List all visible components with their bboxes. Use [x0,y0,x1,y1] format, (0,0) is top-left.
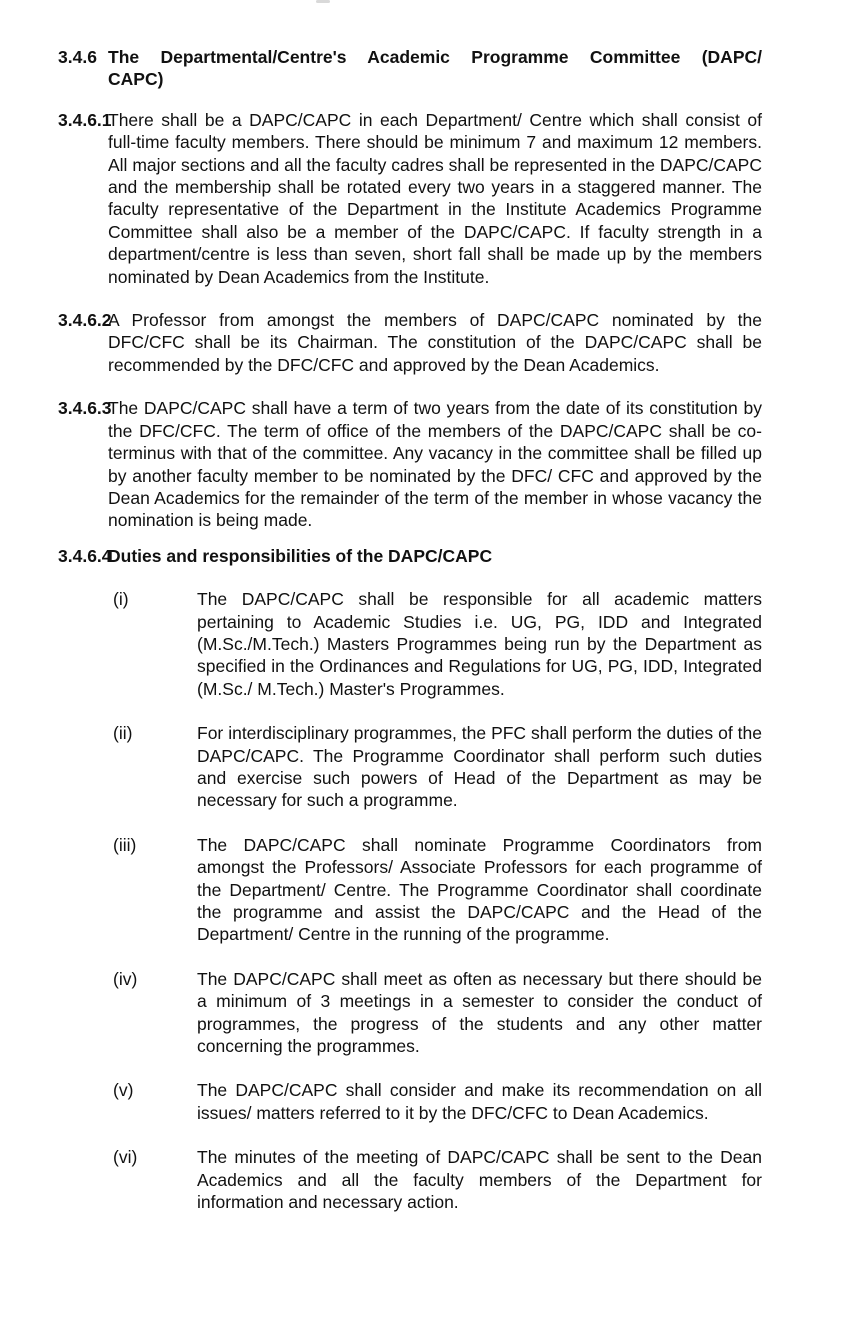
clause-text: A Professor from amongst the members of DAPC/CAPC nominated by the DFC/CFC shall be its Chairman. The constitution of the DAPC/CAPC shall be recommended by the DFC/CFC and approved by the Dean Academics. [108,310,762,375]
duty-text: The DAPC/CAPC shall consider and make its recommendation on all issues/ matters referred to it by the DFC/CFC to Dean Academics. [197,1080,762,1123]
section-heading-number: 3.4.6 [58,47,97,67]
duty-item-iii [113,834,762,946]
section-heading-title-line2: CAPC) [108,69,164,90]
duty-marker: (iii) [113,834,137,855]
duty-marker: (i) [113,589,129,610]
duty-text: For interdisciplinary programmes, the PFC shall perform the duties of the DAPC/CAPC. The Programme Coordinator shall perform such duties and exercise such powers of Head of the Department as may be necessary for such a programme. [197,723,762,811]
duty-text: The minutes of the meeting of DAPC/CAPC shall be sent to the Dean Academics and all the faculty members of the Department for information and necessary action. [197,1147,762,1213]
duty-item-ii [113,722,762,812]
clause-number: 3.4.6.2 [58,310,112,331]
clause-3-4-6-1 [58,109,762,288]
duty-item-v [113,1079,762,1124]
clause-number: 3.4.6.4 [58,545,112,566]
clause-3-4-6-4 [58,545,762,567]
duty-text: The DAPC/CAPC shall nominate Programme Coordinators from amongst the Professors/ Associate Professors for each programme of the Department/ Centre. The Programme Coordinator shall coordinate the programme and assist the DAPC/CAPC and the Head of the Department/ Centre in the running of the programme. [197,834,762,945]
clause-number: 3.4.6.1 [58,109,112,130]
clause-number: 3.4.6.3 [58,398,112,419]
section-heading-title-line1: The Departmental/Centre's Academic Programme Committee (DAPC/ [108,47,762,67]
section-heading-title [108,46,762,91]
duty-item-iv [113,968,762,1058]
clause-3-4-6-2 [58,309,762,376]
section-heading [58,46,762,91]
duty-item-vi [113,1146,762,1213]
duty-marker: (iv) [113,968,138,989]
scan-artifact [316,0,330,3]
duty-marker: (vi) [113,1147,138,1168]
clause-text: The DAPC/CAPC shall have a term of two years from the date of its constitution by the DFC/CFC. The term of office of the members of the DAPC/CAPC shall be co-terminus with that of the committee. Any vacancy in the committee shall be filled up by another faculty member to be nominated by the DFC/ CFC and approved by the Dean Academics for the remainder of the term of the member in whose vacancy the nomination is being made. [108,398,762,531]
duty-text: The DAPC/CAPC shall meet as often as necessary but there should be a minimum of 3 meetings in a semester to consider the conduct of programmes, the progress of the students and any other matter concerning the programmes. [197,968,762,1057]
clause-subheading-text: Duties and responsibilities of the DAPC/CAPC [108,545,493,566]
duty-marker: (v) [113,1080,134,1101]
duty-marker: (ii) [113,723,133,744]
clause-3-4-6-3 [58,397,762,531]
clause-text: There shall be a DAPC/CAPC in each Department/ Centre which shall consist of full-time faculty members. There should be minimum 7 and maximum 12 members. All major sections and all the faculty cadres shall be represented in the DAPC/CAPC and the membership shall be rotated every two years in a staggered manner. The faculty representative of the Department in the Institute Academics Programme Committee shall also be a member of the DAPC/CAPC. If faculty strength in a department/centre is less than seven, short fall shall be made up by the members nominated by Dean Academics from the Institute. [108,109,762,287]
duty-item-i [113,588,762,700]
duty-text: The DAPC/CAPC shall be responsible for all academic matters pertaining to Academic Studies i.e. UG, PG, IDD and Integrated (M.Sc./M.Tech.) Masters Programmes being run by the Department as specified in the Ordinances and Regulations for UG, PG, IDD, Integrated (M.Sc./ M.Tech.) Master's Programmes. [197,589,762,699]
